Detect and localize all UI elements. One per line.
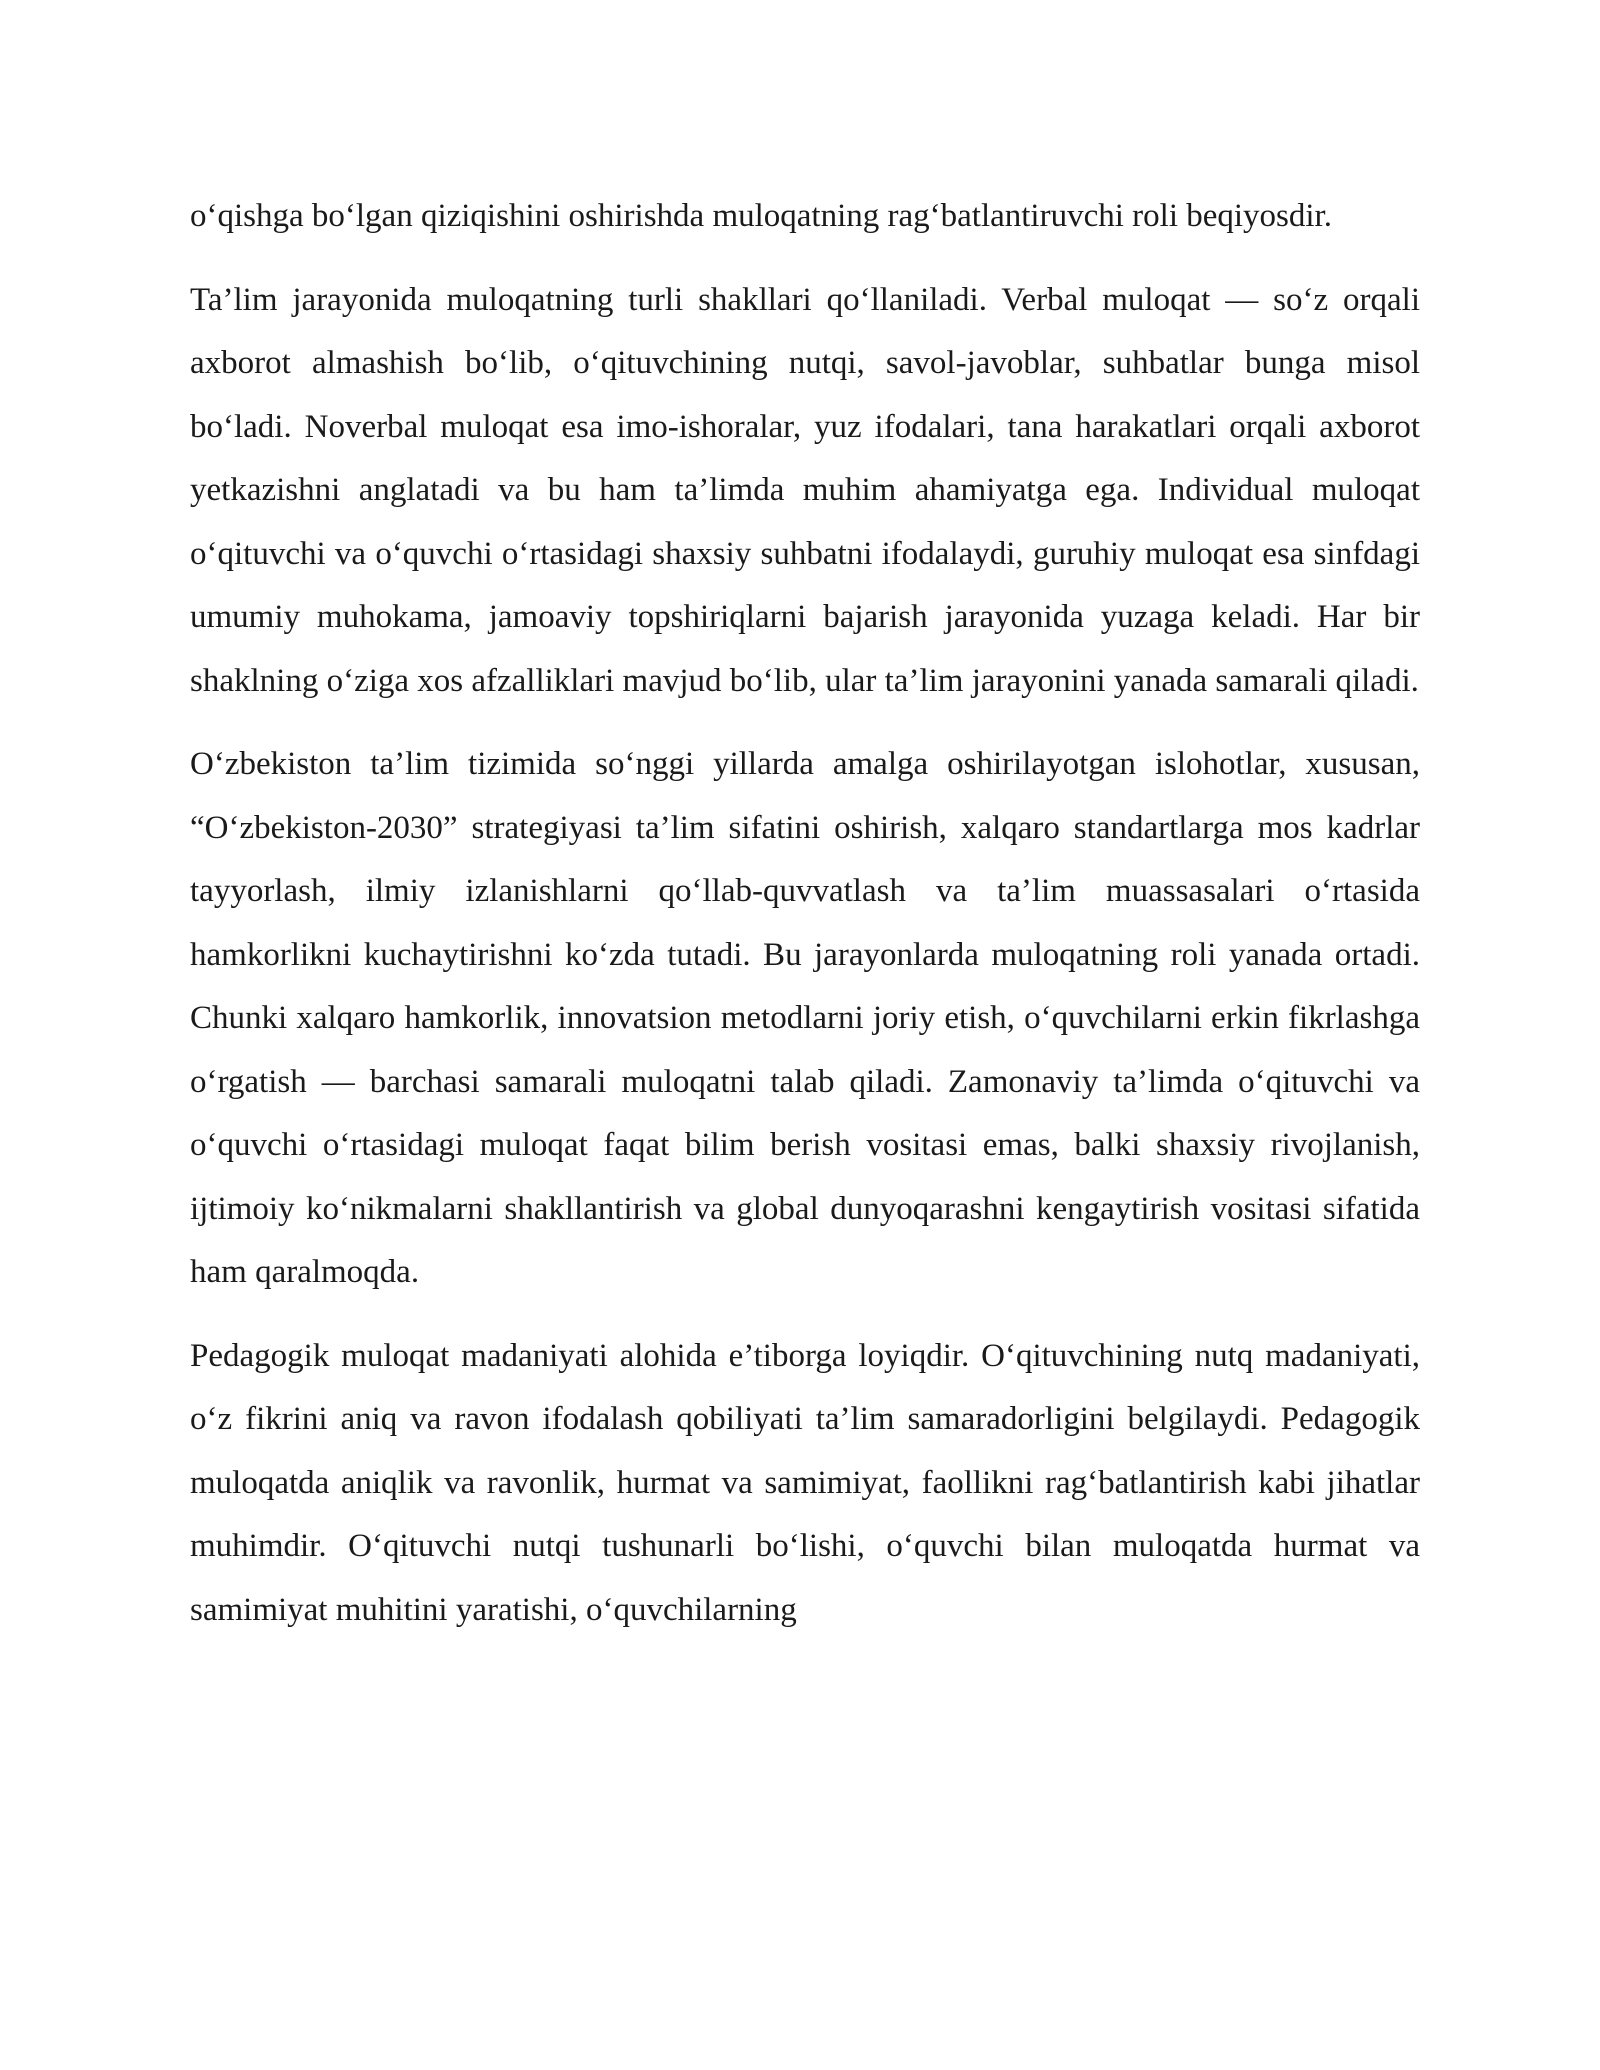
paragraph-pedagogical-culture: Pedagogik muloqat madaniyati alohida e’tiborga loyiqdir. O‘qituvchining nutq madaniyati, o‘z fikrini aniq va ravon ifodalash qobiliyati ta’lim samaradorligini belgilaydi. Pedagogik muloqatda aniqlik va ravonlik, hurmat va samimiyat, faollikni rag‘batlantirish kabi jihatlar muhimdir. O‘qituvchi nutqi tushunarli bo‘lishi, o‘quvchi bilan muloqatda hurmat va samimiyat muhitini yaratishi, o‘quvchilarning <box>190 1337 1420 1628</box>
document-body <box>190 185 1420 1662</box>
paragraph-continuation: o‘qishga bo‘lgan qiziqishini oshirishda muloqatning rag‘batlantiruvchi roli beqiyosdir. <box>190 198 1332 234</box>
paragraph-communication-forms: Ta’lim jarayonida muloqatning turli shakllari qo‘llaniladi. Verbal muloqat — so‘z orqali axborot almashish bo‘lib, o‘qituvchining nutqi, savol-javoblar, suhbatlar bunga misol bo‘ladi. Noverbal muloqat esa imo-ishoralar, yuz ifodalari, tana harakatlari orqali axborot yetkazishni anglatadi va bu ham ta’limda muhim ahamiyatga ega. Individual muloqat o‘qituvchi va o‘quvchi o‘rtasidagi shaxsiy suhbatni ifodalaydi, guruhiy muloqat esa sinfdagi umumiy muhokama, jamoaviy topshiriqlarni bajarish jarayonida yuzaga keladi. Har bir shaklning o‘ziga xos afzalliklari mavjud bo‘lib, ular ta’lim jarayonini yanada samarali qiladi. <box>190 281 1420 699</box>
paragraph-education-reforms: O‘zbekiston ta’lim tizimida so‘nggi yillarda amalga oshirilayotgan islohotlar, xususan, “O‘zbekiston-2030” strategiyasi ta’lim sifatini oshirish, xalqaro standartlarga mos kadrlar tayyorlash, ilmiy izlanishlarni qo‘llab-quvvatlash va ta’lim muassasalari o‘rtasida hamkorlikni kuchaytirishni ko‘zda tutadi. Bu jarayonlarda muloqatning roli yanada ortadi. Chunki xalqaro hamkorlik, innovatsion metodlarni joriy etish, o‘quvchilarni erkin fikrlashga o‘rgatish — barchasi samarali muloqatni talab qiladi. Zamonaviy ta’limda o‘qituvchi va o‘quvchi o‘rtasidagi muloqat faqat bilim berish vositasi emas, balki shaxsiy rivojlanish, ijtimoiy ko‘nikmalarni shakllantirish va global dunyoqarashni kengaytirish vositasi sifatida ham qaralmoqda. <box>190 746 1420 1290</box>
